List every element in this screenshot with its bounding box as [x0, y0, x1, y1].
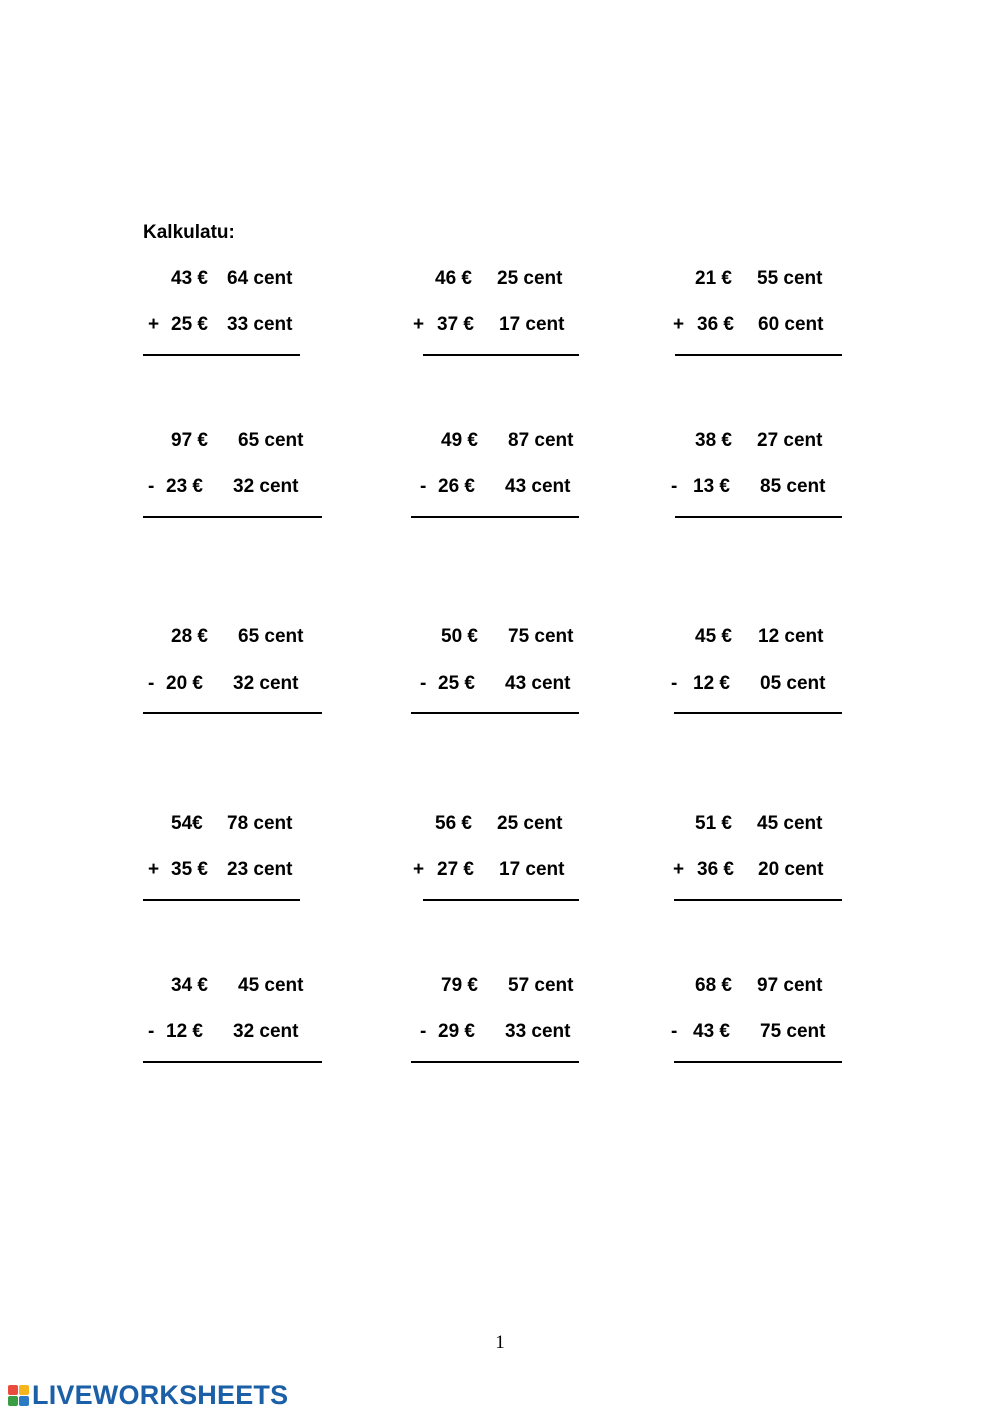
answer-line[interactable]	[411, 516, 579, 518]
second-cent: 75 cent	[760, 1021, 826, 1042]
operator: +	[673, 314, 685, 335]
first-euro: 68 €	[695, 975, 732, 996]
operator: +	[413, 859, 425, 880]
second-cent: 33 cent	[505, 1021, 571, 1042]
problem-14	[413, 975, 623, 1075]
second-cent: 32 cent	[233, 673, 299, 694]
first-euro: 54€	[171, 813, 203, 834]
first-cent: 65 cent	[238, 626, 304, 647]
first-euro: 50 €	[441, 626, 478, 647]
first-euro: 56 €	[435, 813, 472, 834]
answer-line[interactable]	[423, 354, 579, 356]
first-cent: 45 cent	[238, 975, 304, 996]
answer-line[interactable]	[411, 1061, 579, 1063]
second-euro: 36 €	[697, 314, 734, 335]
answer-line[interactable]	[143, 354, 300, 356]
logo-block	[8, 1396, 18, 1406]
second-euro: 23 €	[166, 476, 203, 497]
first-cent: 97 cent	[757, 975, 823, 996]
first-euro: 79 €	[441, 975, 478, 996]
answer-line[interactable]	[674, 899, 842, 901]
first-euro: 45 €	[695, 626, 732, 647]
problem-11	[413, 813, 623, 913]
operator: -	[420, 1021, 427, 1042]
first-euro: 51 €	[695, 813, 732, 834]
logo-block	[19, 1385, 29, 1395]
problem-6	[673, 430, 883, 530]
answer-line[interactable]	[143, 1061, 322, 1063]
problem-12	[673, 813, 883, 913]
worksheet-heading: Kalkulatu:	[143, 222, 235, 243]
answer-line[interactable]	[143, 712, 322, 714]
first-cent: 45 cent	[757, 813, 823, 834]
answer-line[interactable]	[674, 712, 842, 714]
problem-13	[143, 975, 353, 1075]
operator: -	[420, 476, 427, 497]
problem-10	[143, 813, 353, 913]
operator: +	[413, 314, 425, 335]
operator: -	[148, 673, 155, 694]
problem-5	[413, 430, 623, 530]
problem-9	[673, 626, 883, 726]
logo-block	[8, 1385, 18, 1395]
second-cent: 32 cent	[233, 1021, 299, 1042]
second-euro: 13 €	[693, 476, 730, 497]
first-euro: 34 €	[171, 975, 208, 996]
operator: -	[671, 673, 678, 694]
first-cent: 25 cent	[497, 813, 563, 834]
second-euro: 26 €	[438, 476, 475, 497]
second-euro: 27 €	[437, 859, 474, 880]
second-euro: 12 €	[693, 673, 730, 694]
answer-line[interactable]	[675, 516, 842, 518]
first-euro: 49 €	[441, 430, 478, 451]
problem-15	[673, 975, 883, 1075]
answer-line[interactable]	[423, 899, 579, 901]
problem-4	[143, 430, 353, 530]
problem-7	[143, 626, 353, 726]
operator: +	[148, 859, 160, 880]
first-cent: 65 cent	[238, 430, 304, 451]
second-cent: 60 cent	[758, 314, 824, 335]
second-cent: 43 cent	[505, 476, 571, 497]
operator: -	[671, 1021, 678, 1042]
first-euro: 97 €	[171, 430, 208, 451]
problem-1	[143, 268, 353, 368]
operator: -	[420, 673, 427, 694]
second-euro: 43 €	[693, 1021, 730, 1042]
liveworksheets-logo	[8, 1381, 288, 1409]
answer-line[interactable]	[143, 516, 322, 518]
answer-line[interactable]	[411, 712, 579, 714]
first-euro: 46 €	[435, 268, 472, 289]
first-euro: 28 €	[171, 626, 208, 647]
operator: -	[148, 1021, 155, 1042]
first-cent: 27 cent	[757, 430, 823, 451]
second-cent: 85 cent	[760, 476, 826, 497]
operator: +	[148, 314, 160, 335]
problem-3	[673, 268, 883, 368]
answer-line[interactable]	[674, 1061, 842, 1063]
second-cent: 43 cent	[505, 673, 571, 694]
problem-8	[413, 626, 623, 726]
second-cent: 17 cent	[499, 859, 565, 880]
answer-line[interactable]	[143, 899, 300, 901]
page-number: 1	[495, 1332, 505, 1353]
first-euro: 43 €	[171, 268, 208, 289]
answer-line[interactable]	[675, 354, 842, 356]
operator: +	[673, 859, 685, 880]
logo-block	[19, 1396, 29, 1406]
logo-text: LIVEWORKSHEETS	[32, 1379, 289, 1410]
first-cent: 78 cent	[227, 813, 293, 834]
first-euro: 38 €	[695, 430, 732, 451]
logo-blocks-icon	[8, 1385, 29, 1406]
second-cent: 23 cent	[227, 859, 293, 880]
second-euro: 29 €	[438, 1021, 475, 1042]
first-cent: 12 cent	[758, 626, 824, 647]
second-euro: 25 €	[171, 314, 208, 335]
second-euro: 25 €	[438, 673, 475, 694]
first-cent: 64 cent	[227, 268, 293, 289]
second-euro: 37 €	[437, 314, 474, 335]
operator: -	[148, 476, 155, 497]
second-cent: 05 cent	[760, 673, 826, 694]
second-cent: 32 cent	[233, 476, 299, 497]
first-cent: 57 cent	[508, 975, 574, 996]
second-cent: 20 cent	[758, 859, 824, 880]
operator: -	[671, 476, 678, 497]
second-cent: 17 cent	[499, 314, 565, 335]
second-cent: 33 cent	[227, 314, 293, 335]
first-cent: 87 cent	[508, 430, 574, 451]
second-euro: 35 €	[171, 859, 208, 880]
first-cent: 25 cent	[497, 268, 563, 289]
first-cent: 75 cent	[508, 626, 574, 647]
second-euro: 36 €	[697, 859, 734, 880]
problem-2	[413, 268, 623, 368]
first-euro: 21 €	[695, 268, 732, 289]
second-euro: 12 €	[166, 1021, 203, 1042]
first-cent: 55 cent	[757, 268, 823, 289]
second-euro: 20 €	[166, 673, 203, 694]
